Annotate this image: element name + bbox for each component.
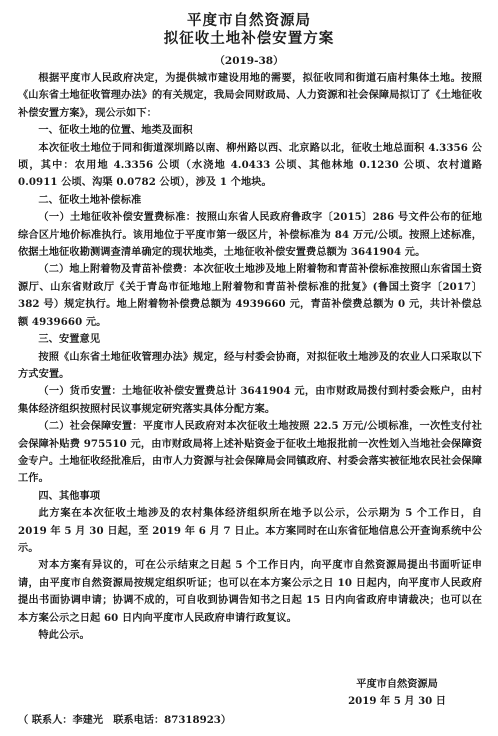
section-2-title: 二、征收土地补偿标准 <box>38 193 142 206</box>
section-3-intro: 按照《山东省土地征收管理办法》规定，经与村委会协商，对拟征收土地涉及的农业人口采取以下方式安置。 <box>18 350 482 380</box>
signature-date: 2019 年 5 月 30 日 <box>348 695 446 708</box>
section-4-paragraph-1: 此方案在本次征收土地涉及的农村集体经济组织所在地予以公示，公示期为 5 个工作日，自 2019 年 5 月 30 日起，至 2019 年 6 月 7 日止。本方案同时在山东省征地信息公开查询系统中公示。 <box>18 507 482 554</box>
signature-org: 平度市自然资源局 <box>356 678 438 690</box>
section-3-paragraph-2: （二）社会保障安置：平度市人民政府对本次征收土地按照 22.5 万元/公顷标准，一次性支付社会保障补贴费 975510 元，由市财政局将上述补贴资金于征收土地报批前一次性划入当地社会保障资金专户。土地征收经批准后，由市人力资源与社会保障局会同镇政府、村委会落实被征地农民社会保障工作。 <box>18 420 482 485</box>
document-number: （2019-38） <box>214 55 284 67</box>
section-4-paragraph-2: 对本方案有异议的，可在公示结束之日起 5 个工作日内，向平度市自然资源局提出书面听证申请，由平度市自然资源局按规定组织听证；也可以在本方案公示之日 10 日起内，向平度市人民政府提出书面协调申请；协调不成的，可自收到协调告知书之日起 15 日内向省政府申请裁决；也可以在本方案公示之日起 60 日内向平度市人民政府申请行政复议。 <box>18 559 482 624</box>
document-body <box>18 70 482 644</box>
signature-block <box>348 676 446 711</box>
section-2-paragraph-2: （二）地上附着物及青苗补偿费：本次征收土地涉及地上附着物和青苗补偿标准按照山东省国土资源厅、山东省财政厅《关于青岛市征地地上附着物和青苗补偿标准的批复》(鲁国土资字〔2017〕382 号）规定执行。地上附着物补偿费总额为 4939660 元，青苗补偿费总额为 0 元，共计补偿总额 4939660 元。 <box>18 263 482 328</box>
intro-paragraph: 根据平度市人民政府决定，为提供城市建设用地的需要，拟征收同和街道石庙村集体土地。按照《山东省土地征收管理办法》的有关规定，我局会同财政局、人力资源和社会保障局拟订了《土地征收补偿安置方案》，现公示如下： <box>18 72 482 119</box>
contact-line: （ 联系人：李建光 联系电话：87318923） <box>18 714 232 726</box>
section-3-paragraph-1: （一）货币安置：土地征收补偿安置费总计 3641904 元，由市财政局拨付到村委会账户，由村集体经济组织按照村民议事规定研究落实具体分配方案。 <box>18 385 482 415</box>
section-1-title: 一、征收土地的位置、地类及面积 <box>38 124 193 137</box>
closing-line: 特此公示。 <box>38 629 90 641</box>
section-4-title: 四、其他事项 <box>38 489 101 502</box>
document-header <box>0 0 498 68</box>
issuer-title: 平度市自然资源局 <box>187 12 311 29</box>
section-3-title: 三、安置意见 <box>38 333 101 346</box>
document-title: 拟征收土地补偿安置方案 <box>163 30 335 47</box>
section-1-text: 本次征收土地位于同和街道深圳路以南、柳州路以西、北京路以北，征收土地总面积 4.3356 公顷，其中：农用地 4.3356 公顷（水浇地 4.0433 公顷、其他林地 0.1230 公顷、农村道路 0.0911 公顷、沟渠 0.0782 公顷），涉及 1 个地块。 <box>18 141 482 189</box>
section-2-paragraph-1: （一）土地征收补偿安置费标准：按照山东省人民政府鲁政字〔2015〕286 号文件公布的征地综合区片地价标准执行。该用地位于平度市第一级区片，补偿标准为 84 万元/公顷。按照上述标准，依据土地征收勘测调查清单确定的现状地类，土地征收补偿安置费总额为 3641904 元。 <box>18 211 482 259</box>
